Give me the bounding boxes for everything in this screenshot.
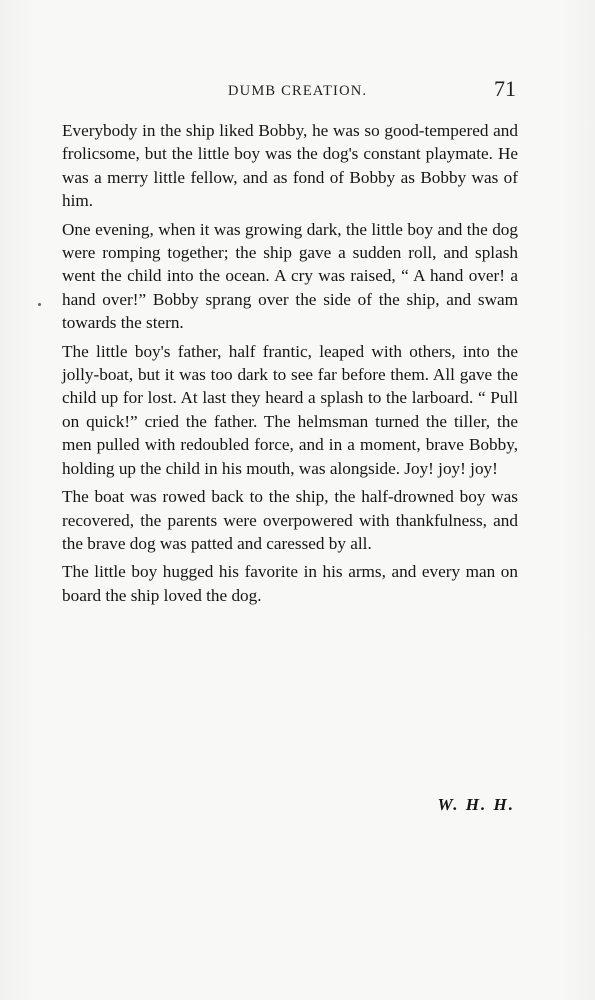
page-number: 71	[494, 76, 516, 101]
paragraph-2: One evening, when it was growing dark, the little boy and the dog were romping together; the ship gave a sudden roll, and splash went the child into the ocean. A cry was raised, “ A hand over! a hand over!” Bobby sprang over the side of the ship, and swam towards the stern.	[62, 219, 518, 333]
paragraph-5: The little boy hugged his favorite in his arms, and every man on board the ship loved the dog.	[62, 562, 518, 605]
chapter-title: DUMB CREATION.	[228, 83, 368, 99]
paragraph-1: Everybody in the ship liked Bobby, he was so good-tempered and frolicsome, but the little boy was the dog's constant playmate. He was a merry little fellow, and as fond of Bobby as Bobby was of him.	[62, 121, 518, 211]
paragraph-4: The boat was rowed back to the ship, the half-drowned boy was recovered, the parents were overpowered with thankfulness, and the brave dog was patted and caressed by all.	[62, 487, 518, 553]
author-signature: W. H. H.	[437, 795, 515, 814]
body-text	[62, 119, 518, 612]
print-speck	[38, 303, 41, 306]
running-head	[60, 76, 520, 106]
paragraph-3: The little boy's father, half frantic, leaped with others, into the jolly-boat, but it was too dark to see far before them. All gave the child up for lost. At last they heard a splash to the larboard. “ Pull on quick!” cried the father. The helmsman turned the tiller, the men pulled with redoubled force, and in a moment, brave Bobby, holding up the child in his mouth, was alongside. Joy! joy! joy!	[62, 341, 518, 478]
